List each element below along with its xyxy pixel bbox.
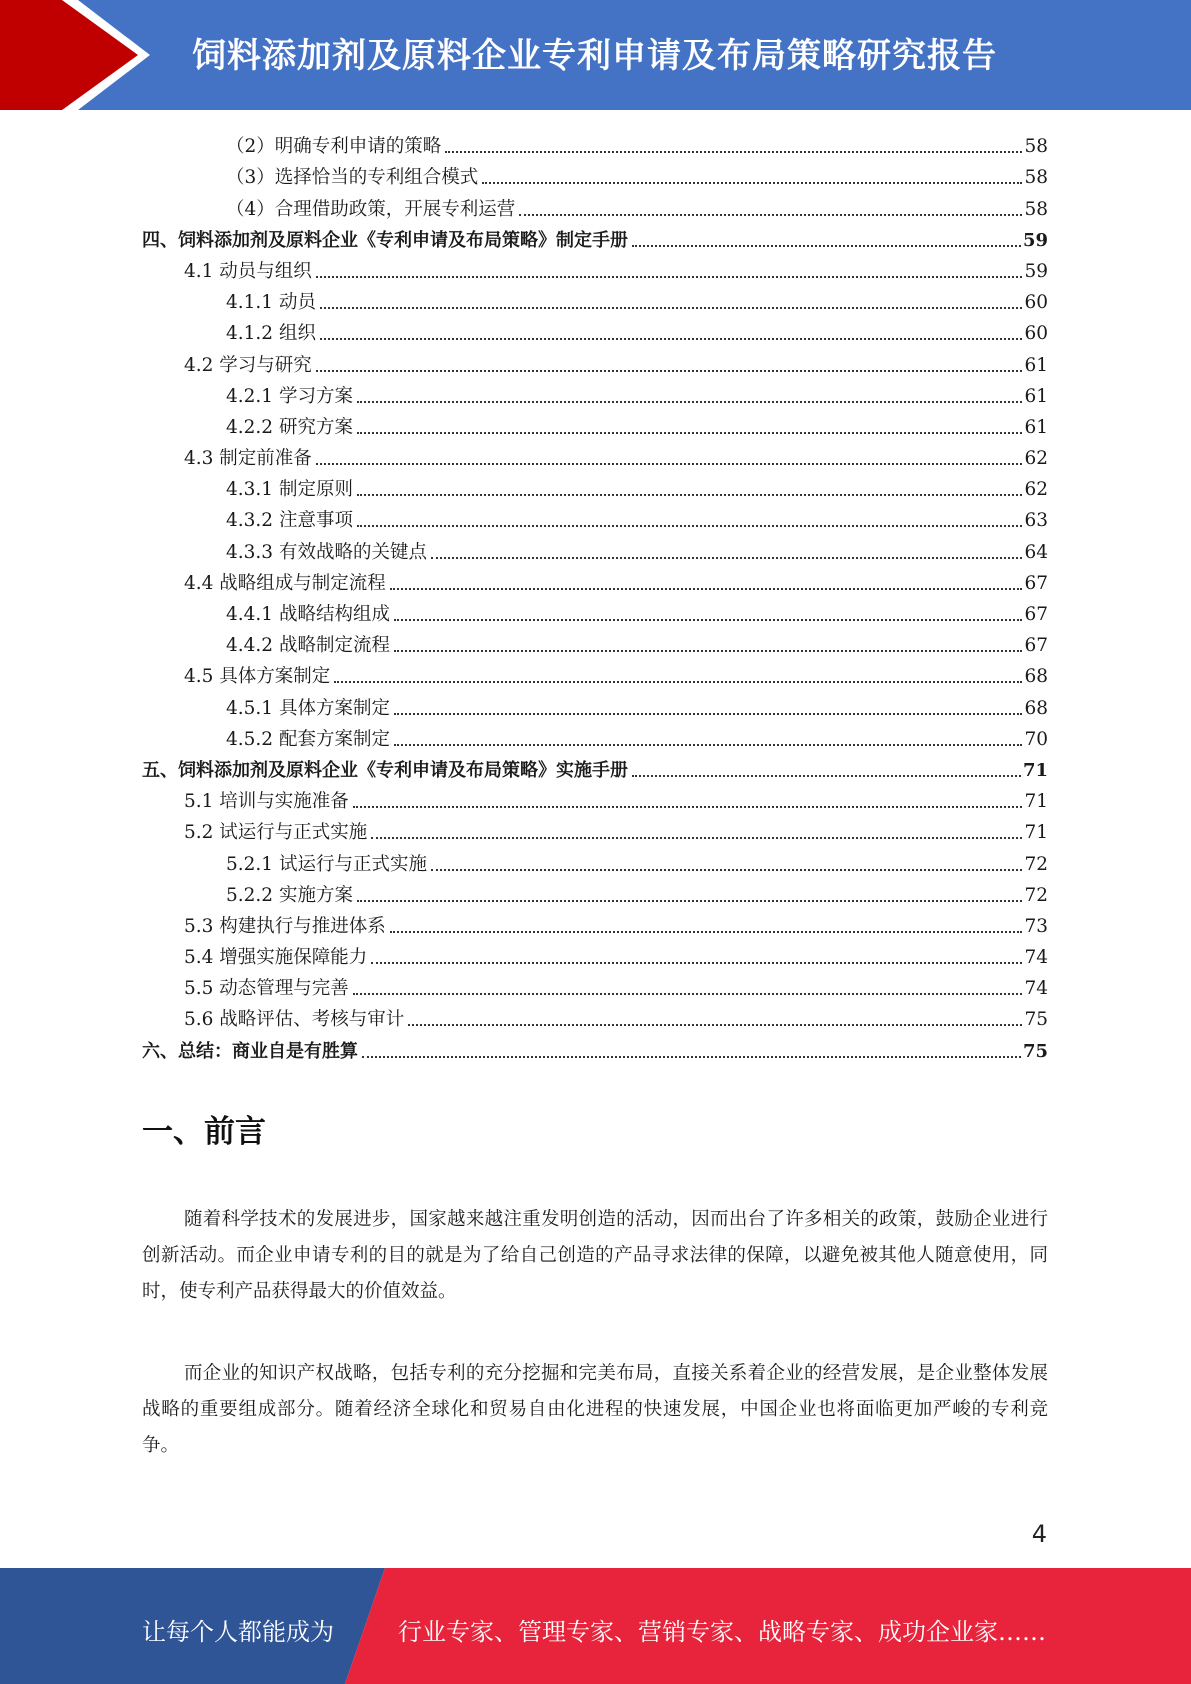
toc-entry-label: 4.5.2 配套方案制定 [226,728,390,750]
header-title: 饲料添加剂及原料企业专利申请及布局策略研究报告 [192,36,997,76]
toc-entry-page: 75 [1022,1040,1048,1062]
intro-paragraph-1: 随着科学技术的发展进步，国家越来越注重发明创造的活动，因而出台了许多相关的政策，鼓励企业进行创新活动。而企业申请专利的目的就是为了给自己创造的产品寻求法律的保障，以避免被其他人随意使用，同时，使专利产品获得最大的价值效益。 [142,1209,1048,1302]
toc-entry-page: 64 [1024,541,1048,563]
page-header [0,0,1191,110]
footer-slogan-left: 让每个人都能成为 [142,1618,334,1646]
toc-entry-page: 71 [1024,791,1048,813]
toc-dot-leader [519,213,1022,216]
toc-entry-page: 60 [1024,292,1048,314]
toc-entry[interactable] [142,814,1048,845]
toc-entry-label: （4）合理借助政策，开展专利运营 [226,198,516,220]
toc-entry-label: 4.1 动员与组织 [184,260,312,282]
toc-dot-leader [431,868,1022,871]
toc-entry-label: 5.4 增强实施保障能力 [184,947,368,969]
toc-dot-leader [357,899,1023,902]
toc-dot-leader [408,1023,1022,1026]
page-number: 4 [1031,1520,1047,1548]
toc-entry-page: 71 [1024,822,1048,844]
toc-entry[interactable] [142,877,1048,908]
toc-entry[interactable] [142,689,1048,720]
toc-entry-label: 4.1.1 动员 [226,292,316,314]
toc-entry-label: 5.3 构建执行与推进体系 [184,915,386,937]
toc-dot-leader [371,836,1022,839]
toc-entry[interactable] [142,783,1048,814]
toc-entry[interactable] [142,378,1048,409]
toc-entry-label: 4.3.2 注意事项 [226,510,353,532]
toc-entry-label: 4.3.3 有效战略的关键点 [226,541,427,563]
table-of-contents [142,128,1048,1064]
toc-entry[interactable] [142,502,1048,533]
toc-dot-leader [357,493,1023,496]
toc-entry-label: （2）明确专利申请的策略 [226,136,442,158]
toc-entry-page: 61 [1024,354,1048,376]
toc-entry-page: 68 [1024,697,1048,719]
toc-dot-leader [394,712,1022,715]
toc-entry[interactable] [142,939,1048,970]
toc-entry-page: 63 [1024,510,1048,532]
toc-dot-leader [390,930,1023,933]
toc-dot-leader [357,524,1023,527]
intro-paragraph-2: 而企业的知识产权战略，包括专利的充分挖掘和完美布局，直接关系着企业的经营发展，是企业整体发展战略的重要组成部分。随着经济全球化和贸易自由化进程的快速发展，中国企业也将面临更加严峻的专利竞争。 [142,1363,1048,1456]
toc-entry-page: 61 [1024,385,1048,407]
toc-dot-leader [394,649,1022,652]
toc-entry-label: 4.1.2 组织 [226,323,316,345]
toc-entry-label: 4.2.1 学习方案 [226,385,353,407]
toc-dot-leader [353,805,1023,808]
toc-entry-label: 4.3 制定前准备 [184,448,312,470]
toc-entry-label: 五、饲料添加剂及原料企业《专利申请及布局策略》实施手册 [142,759,628,781]
toc-entry-page: 72 [1024,884,1048,906]
toc-dot-leader [632,774,1021,777]
toc-dot-leader [316,462,1023,465]
section-title: 一、前言 [142,1114,266,1150]
toc-dot-leader [357,431,1023,434]
toc-entry-page: 58 [1024,198,1048,220]
toc-dot-leader [320,337,1023,340]
toc-entry-label: （3）选择恰当的专利组合模式 [226,167,479,189]
toc-entry[interactable] [142,721,1048,752]
toc-entry[interactable] [142,970,1048,1001]
toc-dot-leader [371,961,1022,964]
toc-entry-label: 4.3.1 制定原则 [226,479,353,501]
toc-dot-leader [482,181,1022,184]
toc-entry[interactable] [142,128,1048,159]
toc-dot-leader [394,743,1022,746]
toc-entry[interactable] [142,409,1048,440]
toc-entry-label: 4.5 具体方案制定 [184,666,331,688]
toc-dot-leader [362,1055,1021,1058]
toc-entry[interactable] [142,845,1048,876]
toc-entry[interactable] [142,627,1048,658]
footer-slogan-right: 行业专家、管理专家、营销专家、战略专家、成功企业家…… [398,1618,1046,1646]
toc-dot-leader [431,556,1022,559]
toc-entry-page: 61 [1024,416,1048,438]
toc-entry-page: 74 [1024,978,1048,1000]
toc-entry-label: 5.2.2 实施方案 [226,884,353,906]
toc-entry-page: 68 [1024,666,1048,688]
toc-entry-label: 5.2 试运行与正式实施 [184,822,368,844]
toc-entry[interactable] [142,1032,1048,1063]
toc-entry-page: 75 [1024,1009,1048,1031]
toc-entry[interactable] [142,253,1048,284]
toc-entry-page: 67 [1024,604,1048,625]
page-footer [0,1568,1191,1684]
toc-dot-leader [357,400,1023,403]
toc-entry-label: 5.1 培训与实施准备 [184,791,349,813]
toc-entry-page: 59 [1024,260,1048,282]
toc-entry-page: 62 [1024,448,1048,470]
toc-entry-label: 5.6 战略评估、考核与审计 [184,1009,405,1031]
toc-entry-label: 四、饲料添加剂及原料企业《专利申请及布局策略》制定手册 [142,229,628,251]
toc-dot-leader [334,680,1022,683]
toc-entry[interactable] [142,190,1048,221]
toc-dot-leader [390,587,1023,590]
toc-entry[interactable] [142,346,1048,377]
toc-entry-label: 4.2 学习与研究 [184,354,312,376]
toc-entry-label: 4.4.2 战略制定流程 [226,635,390,657]
toc-entry[interactable] [142,315,1048,346]
toc-dot-leader [316,275,1023,278]
toc-entry-label: 4.2.2 研究方案 [226,416,353,438]
toc-dot-leader [353,992,1023,995]
toc-entry[interactable] [142,596,1048,627]
toc-entry[interactable] [142,658,1048,689]
toc-entry[interactable] [142,908,1048,939]
toc-entry-page: 67 [1024,572,1048,594]
toc-entry-page: 70 [1024,728,1048,750]
toc-entry-page: 59 [1022,229,1048,251]
toc-dot-leader [320,306,1023,309]
toc-entry-label: 4.5.1 具体方案制定 [226,697,390,719]
toc-entry[interactable] [142,533,1048,564]
toc-entry-page: 71 [1022,759,1048,781]
toc-entry-label: 5.2.1 试运行与正式实施 [226,853,427,875]
toc-dot-leader [316,369,1023,372]
toc-entry-page: 72 [1024,853,1048,875]
toc-entry-page: 58 [1024,136,1048,158]
toc-entry[interactable] [142,284,1048,315]
toc-entry[interactable] [142,471,1048,502]
toc-dot-leader [445,150,1022,153]
toc-entry-label: 六、总结：商业自是有胜算 [142,1040,358,1062]
toc-entry-page: 60 [1024,323,1048,345]
toc-entry-page: 73 [1024,915,1048,937]
toc-entry[interactable] [142,565,1048,596]
toc-entry[interactable] [142,222,1048,253]
toc-entry-label: 4.4.1 战略结构组成 [226,604,390,625]
toc-dot-leader [394,618,1022,621]
header-arrow-shape [0,0,160,110]
toc-entry-page: 74 [1024,947,1048,969]
toc-entry[interactable] [142,440,1048,471]
toc-entry-page: 58 [1024,167,1048,189]
toc-entry[interactable] [142,752,1048,783]
toc-entry[interactable] [142,1001,1048,1032]
toc-entry-label: 5.5 动态管理与完善 [184,978,349,1000]
toc-entry[interactable] [142,159,1048,190]
toc-dot-leader [632,244,1021,247]
toc-entry-page: 62 [1024,479,1048,501]
toc-entry-label: 4.4 战略组成与制定流程 [184,572,386,594]
toc-entry-page: 67 [1024,635,1048,657]
